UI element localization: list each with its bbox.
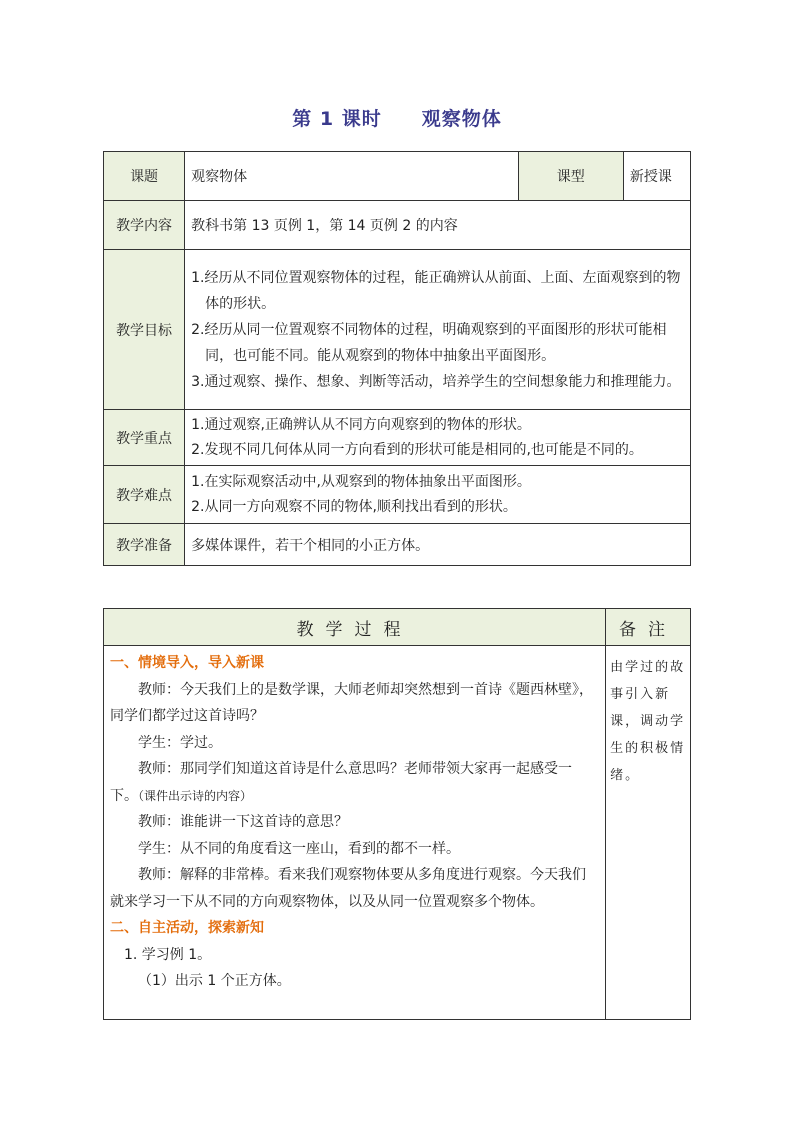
process-content bbox=[104, 646, 606, 1020]
section-heading: 二、自主活动，探索新知 bbox=[110, 920, 264, 936]
content-label: 教学内容 bbox=[104, 201, 185, 250]
key-point-item: 1.通过观察,正确辨认从不同方向观察到的物体的形状。 bbox=[191, 416, 531, 433]
dialogue-line: 教师：今天我们上的是数学课，大师老师却突然想到一首诗《题西林壁》，同学们都学过这首诗吗？ bbox=[110, 681, 593, 724]
page-title bbox=[0, 104, 794, 131]
type-label: 课型 bbox=[518, 152, 623, 201]
section-heading: 一、情境导入，导入新课 bbox=[110, 655, 264, 671]
type-value: 新授课 bbox=[623, 152, 690, 201]
dialogue-line: 学生：从不同的角度看这一座山，看到的都不一样。 bbox=[138, 840, 460, 857]
difficult-point-item: 2.从同一方向观察不同的物体,顺利找出看到的形状。 bbox=[191, 498, 517, 515]
goals-label: 教学目标 bbox=[104, 250, 185, 410]
prep-row bbox=[104, 524, 691, 566]
difficult-point-item: 1.在实际观察活动中,从观察到的物体抽象出平面图形。 bbox=[191, 473, 531, 490]
prep-value: 多媒体课件，若干个相同的小正方体。 bbox=[185, 524, 691, 566]
key-row bbox=[104, 410, 691, 466]
subject-row bbox=[104, 152, 691, 201]
key-points-list bbox=[185, 410, 691, 466]
difficult-points-list bbox=[185, 466, 691, 524]
lesson-topic: 观察物体 bbox=[421, 108, 502, 130]
note-text: 由学过的故事引入新课，调动学生的积极情绪。 bbox=[610, 660, 686, 783]
difficult-label: 教学难点 bbox=[104, 466, 185, 524]
teaching-process-table bbox=[103, 608, 691, 1020]
goal-item: 2.经历从同一位置观察不同物体的过程，明确观察到的平面图形的形状可能相同，也可能不同。能从观察到的物体中抽象出平面图形。 bbox=[191, 321, 667, 364]
dialogue-text: 教师：那同学们知道这首诗是什么意思吗？老师带领大家再一起感受一下。 bbox=[110, 761, 572, 804]
subject-value: 观察物体 bbox=[185, 152, 519, 201]
difficult-row bbox=[104, 466, 691, 524]
courseware-note: （课件出示诗的内容） bbox=[138, 788, 253, 803]
content-value: 教科书第 13 页例 1，第 14 页例 2 的内容 bbox=[185, 201, 691, 250]
step-line: （1）出示 1 个正方体。 bbox=[138, 973, 291, 989]
lesson-number: 第 1 课时 bbox=[292, 108, 382, 130]
process-header: 教学过程 bbox=[104, 609, 606, 646]
note-header: 备注 bbox=[606, 609, 691, 646]
dialogue-line: 教师：解释的非常棒。看来我们观察物体要从多角度进行观察。今天我们就来学习一下从不同的方向观察物体，以及从同一位置观察多个物体。 bbox=[110, 867, 586, 910]
dialogue-line: 教师：谁能讲一下这首诗的意思？ bbox=[138, 814, 348, 830]
goal-item: 3.通过观察、操作、想象、判断等活动，培养学生的空间想象能力和推理能力。 bbox=[191, 373, 681, 390]
key-point-item: 2.发现不同几何体从同一方向看到的形状可能是相同的,也可能是不同的。 bbox=[191, 441, 643, 458]
dialogue-line: 学生：学过。 bbox=[138, 734, 222, 751]
subject-label: 课题 bbox=[104, 152, 185, 201]
dialogue-line bbox=[110, 756, 599, 809]
key-label: 教学重点 bbox=[104, 410, 185, 466]
process-body-row bbox=[104, 646, 691, 1020]
goals-list bbox=[185, 250, 691, 410]
goal-item: 1.经历从不同位置观察物体的过程，能正确辨认从前面、上面、左面观察到的物体的形状。 bbox=[191, 269, 681, 312]
prep-label: 教学准备 bbox=[104, 524, 185, 566]
content-row bbox=[104, 201, 691, 250]
step-line: 1. 学习例 1。 bbox=[124, 946, 212, 963]
goals-row bbox=[104, 250, 691, 410]
process-header-row bbox=[104, 609, 691, 646]
note-cell bbox=[606, 646, 691, 1020]
lesson-info-table bbox=[103, 151, 691, 566]
